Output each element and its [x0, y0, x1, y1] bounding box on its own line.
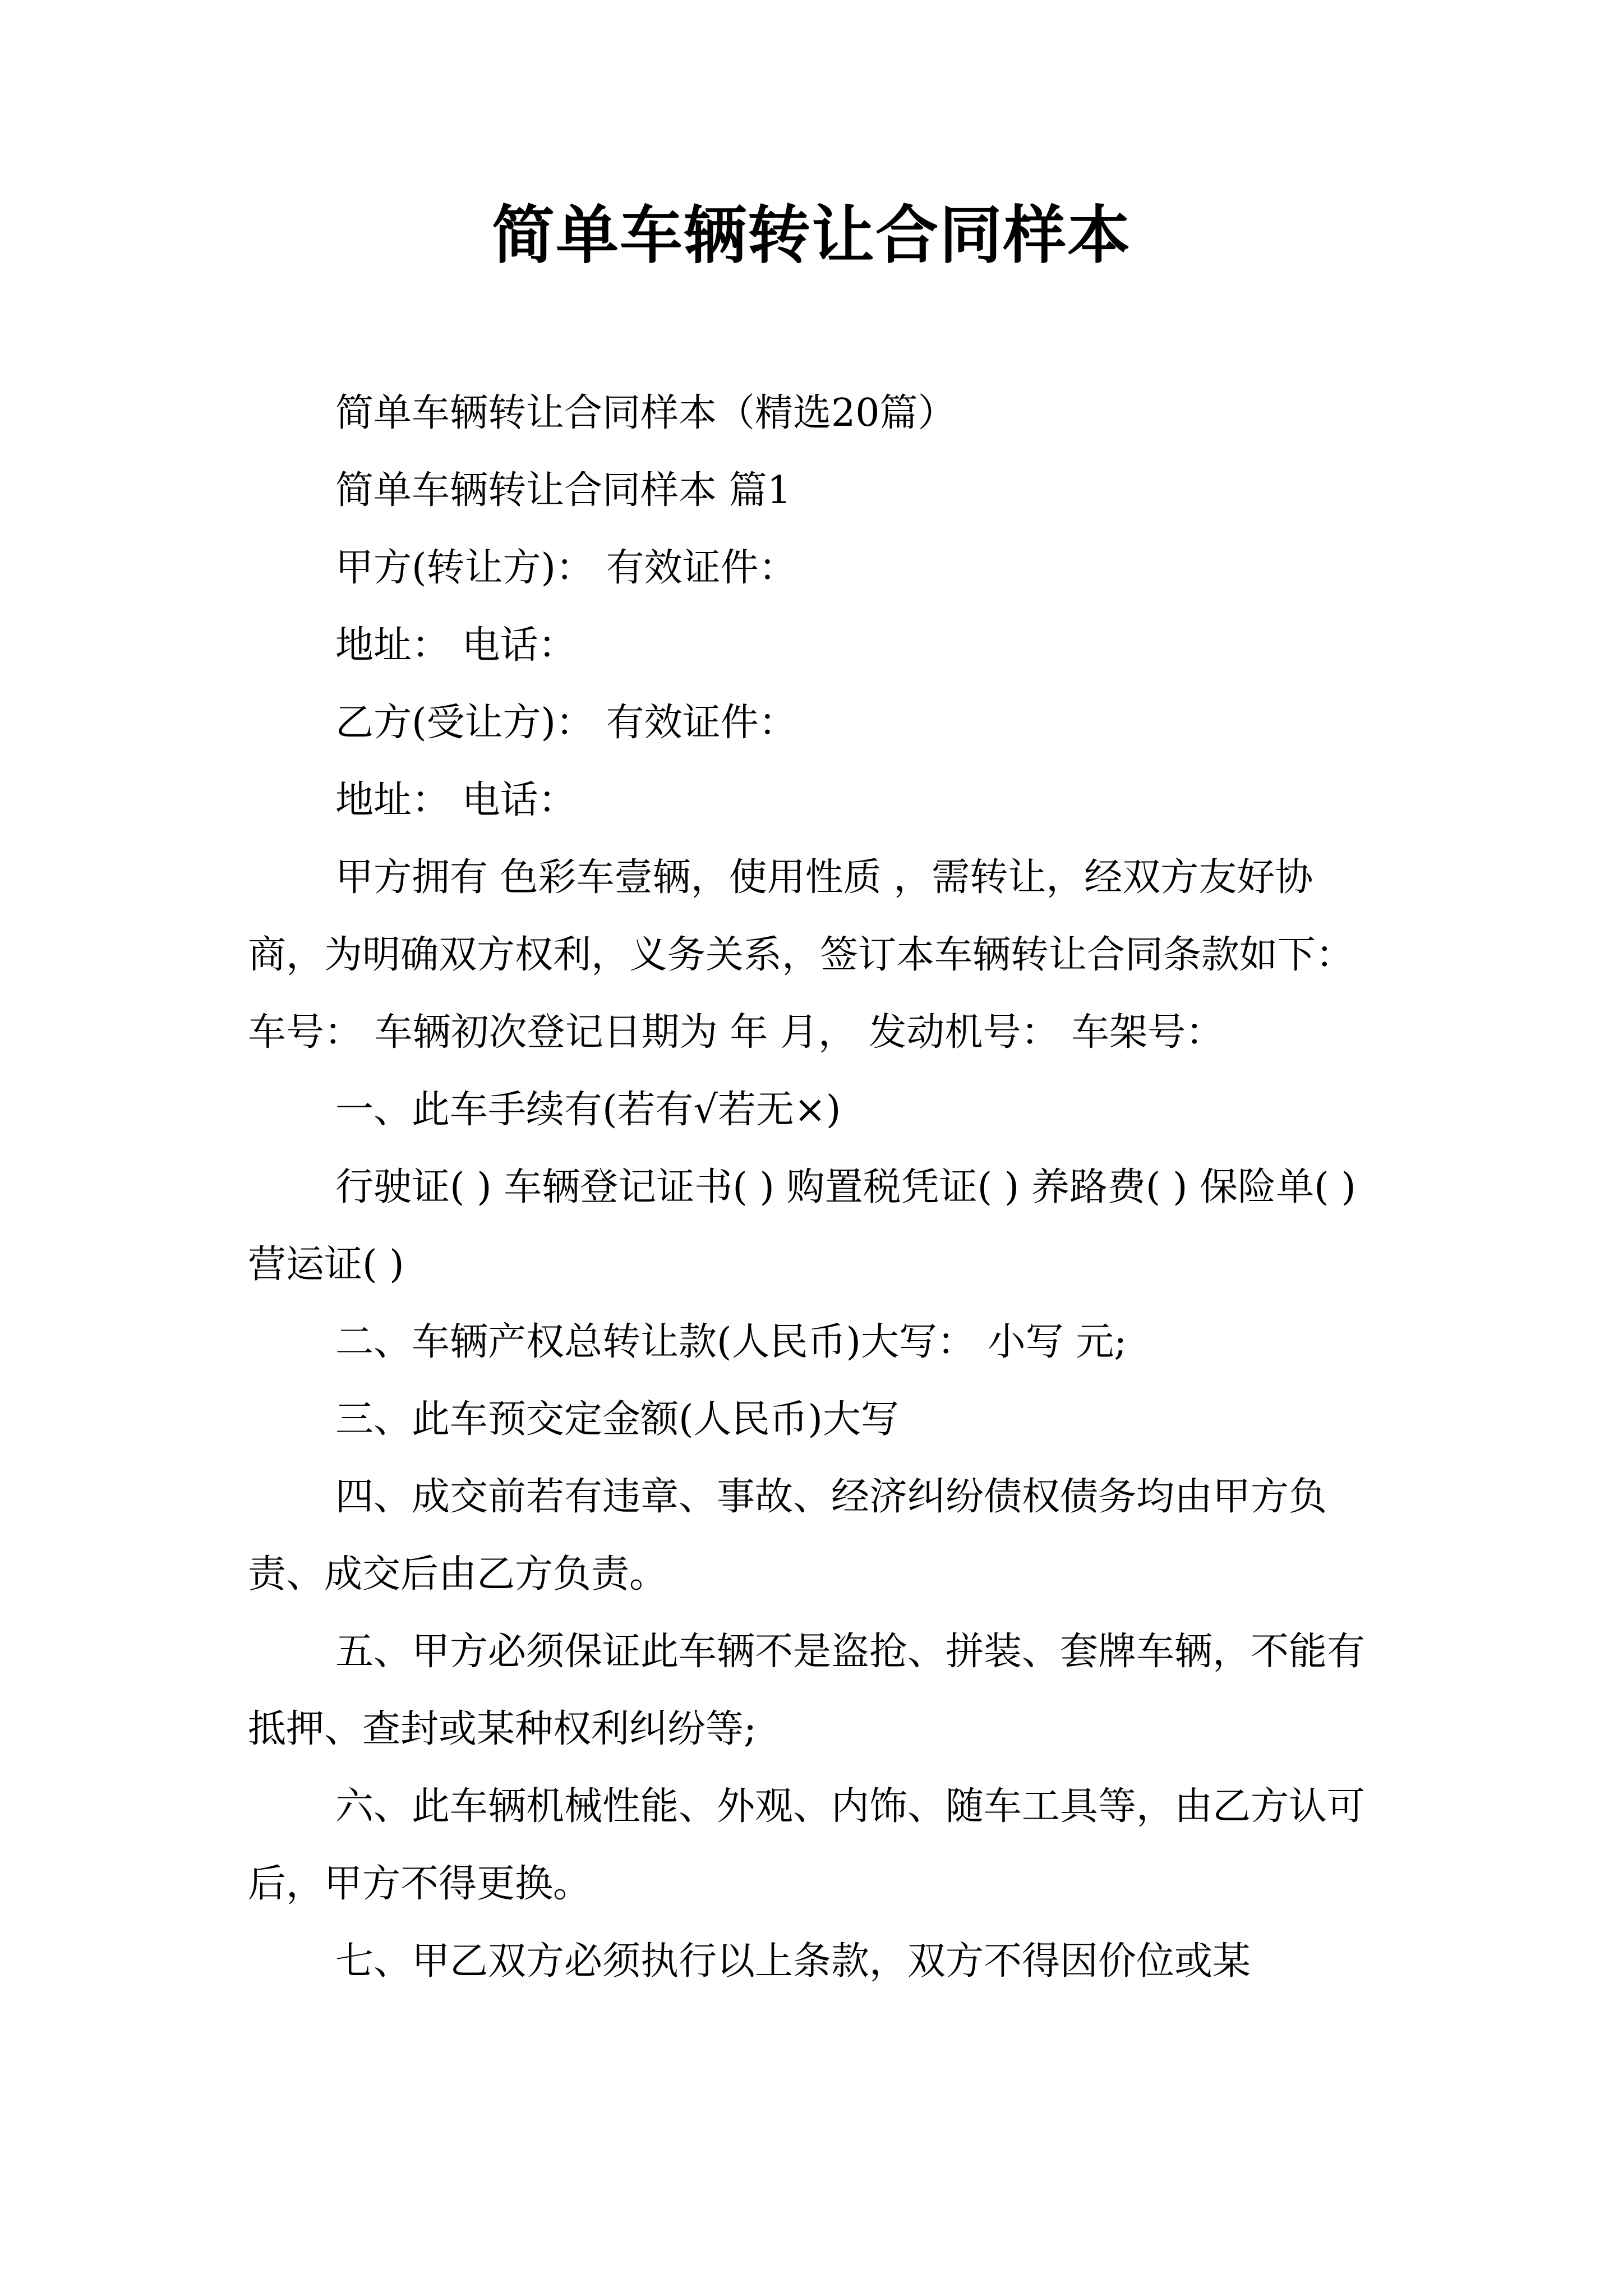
paragraph-clause-3: 三、此车预交定金额(人民币)大写	[335, 1397, 900, 1442]
paragraph-party-a: 甲方(转让方)： 有效证件：	[335, 546, 797, 590]
paragraph-documents-list: 行驶证( ) 车辆登记证书( ) 购置税凭证( ) 养路费( ) 保险单( ) 营运证( )	[248, 1165, 1368, 1287]
paragraph-clause-7: 七、甲乙双方必须执行以上条款，双方不得因价位或某	[335, 1939, 1251, 1984]
document-title: 简单车辆转让合同样本	[492, 199, 1131, 272]
paragraph-clause-5: 五、甲方必须保证此车辆不是盗抢、拼装、套牌车辆，不能有抵押、查封或某种权利纠纷等;	[248, 1630, 1366, 1751]
document-body	[248, 375, 1386, 2000]
paragraph-clause-1: 一、此车手续有(若有√若无×)	[335, 1088, 841, 1132]
paragraph-subtitle: 简单车辆转让合同样本（精选20篇）	[335, 391, 956, 435]
paragraph-party-b-address: 地址： 电话：	[335, 778, 577, 822]
paragraph-clause-2: 二、车辆产权总转让款(人民币)大写： 小写 元;	[335, 1320, 1127, 1364]
paragraph-section-heading: 简单车辆转让合同样本 篇1	[335, 468, 791, 513]
paragraph-clause-6: 六、此车辆机械性能、外观、内饰、随车工具等，由乙方认可后，甲方不得更换。	[248, 1784, 1366, 1906]
paragraph-clause-4: 四、成交前若有违章、事故、经济纠纷债权债务均由甲方负责、成交后由乙方负责。	[248, 1475, 1327, 1596]
paragraph-intro: 甲方拥有 色彩车壹辆，使用性质 ，需转让，经双方友好协商，为明确双方权利，义务关系，签订本车辆转让合同条款如下： 车号： 车辆初次登记日期为 年 月， 发动机号： 车架号：	[248, 855, 1366, 1055]
paragraph-party-b: 乙方(受让方)： 有效证件：	[335, 701, 797, 745]
paragraph-party-a-address: 地址： 电话：	[335, 623, 577, 668]
